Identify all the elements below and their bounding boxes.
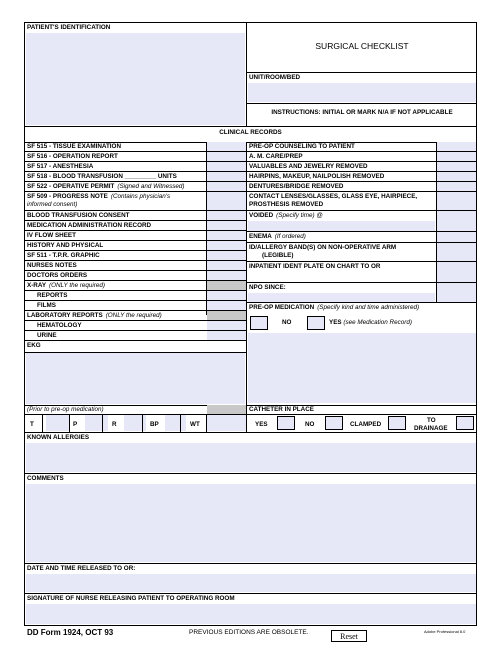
left-item-text: SF 517 - ANESTHESIA: [27, 163, 94, 170]
left-item-text: REPORTS: [37, 292, 68, 299]
left-item-row: [24, 281, 246, 291]
left-item-label: [27, 223, 154, 229]
catheter-no-checkbox[interactable]: [325, 416, 343, 430]
left-item-initial-field[interactable]: [207, 231, 246, 240]
left-item-label: [27, 194, 170, 200]
left-item-label: [27, 154, 121, 160]
left-item-text: SF 516 - OPERATION REPORT: [27, 153, 118, 160]
right-item-label: [249, 164, 371, 170]
form-title: SURGICAL CHECKLIST: [315, 41, 409, 51]
date-time-released-field[interactable]: [26, 574, 476, 592]
left-item-text: SF 515 - TISSUE EXAMINATION: [27, 143, 122, 150]
right-item-text: PRE-OP COUNSELING TO PATIENT: [249, 143, 355, 150]
vital-divider: [42, 414, 43, 432]
right-item-initial-field[interactable]: [437, 211, 476, 231]
left-item-text: SF 509 - PROGRESS NOTE: [27, 193, 108, 200]
catheter-title: CATHETER IN PLACE: [249, 406, 314, 413]
right-item-row: [246, 142, 477, 152]
vital-divider: [69, 414, 70, 432]
rule: [24, 432, 477, 433]
left-item-text: BLOOD TRANSFUSION CONSENT: [27, 212, 130, 219]
left-item-text: HISTORY AND PHYSICAL: [27, 242, 104, 249]
comments-field[interactable]: [26, 484, 476, 562]
right-item-initial-field[interactable]: [437, 152, 476, 161]
left-item-row: [24, 221, 246, 231]
clinical-records-heading: CLINICAL RECORDS: [219, 129, 282, 136]
right-item-row: [246, 232, 477, 243]
right-item-text: DENTURES/BRIDGE REMOVED: [249, 183, 344, 190]
right-item-entry-field[interactable]: [248, 221, 435, 231]
left-item-row: [24, 231, 246, 241]
right-item-initial-field[interactable]: [437, 243, 476, 261]
left-item-row: [24, 182, 246, 192]
right-item-note: (Specify kind and time administered): [317, 304, 420, 311]
catheter-yes-checkbox[interactable]: [277, 416, 295, 430]
left-item-gray-cell: [207, 311, 246, 320]
vital-label: WT: [190, 421, 200, 428]
rule: [24, 563, 477, 564]
vital-field[interactable]: [165, 415, 186, 431]
right-item-initial-field[interactable]: [437, 232, 476, 242]
right-item-label-line2: (LEGIBLE): [262, 252, 294, 259]
unit-room-bed-label: UNIT/ROOM/BED: [249, 74, 301, 81]
right-item-text: HAIRPINS, MAKEUP, NAILPOLISH REMOVED: [249, 173, 385, 180]
left-item-text: MEDICATION ADMINISTRATION RECORD: [27, 222, 152, 229]
left-item-initial-field[interactable]: [207, 321, 246, 330]
obsolete-note: PREVIOUS EDITIONS ARE OBSOLETE.: [189, 629, 309, 636]
rule: [246, 103, 477, 104]
right-item-entry-field[interactable]: [248, 293, 435, 302]
vital-divider: [246, 414, 247, 432]
vital-divider: [142, 414, 143, 432]
premed-yes-checkbox[interactable]: [307, 316, 325, 330]
right-item-label: [249, 305, 419, 311]
left-item-label: [27, 263, 80, 269]
left-item-text: SF 511 - T.P.R. GRAPHIC: [27, 252, 100, 259]
ekg-field[interactable]: [26, 353, 245, 404]
right-item-label: [249, 245, 399, 251]
left-item-label: [27, 343, 44, 349]
left-item-initial-field[interactable]: [207, 261, 246, 270]
left-item-row: [24, 142, 246, 152]
catheter-yes-label: YES: [255, 421, 268, 428]
right-item-text: ENEMA: [249, 233, 272, 240]
vital-divider: [206, 414, 207, 432]
vital-label: BP: [150, 421, 159, 428]
right-item-row: [246, 182, 477, 192]
right-item-initial-field[interactable]: [437, 283, 476, 302]
left-item-row: [24, 341, 246, 353]
left-item-label: [27, 283, 105, 289]
left-item-row: [24, 321, 246, 331]
right-item-text: PRE-OP MEDICATION: [249, 304, 315, 311]
vital-field[interactable]: [85, 415, 108, 431]
right-item-label: [249, 184, 346, 190]
left-item-label: [27, 233, 79, 239]
left-item-text: FILMS: [37, 302, 56, 309]
right-item-row: [246, 192, 477, 211]
left-column-divider: [206, 142, 207, 315]
left-item-label: [37, 303, 59, 309]
right-item-row: [246, 243, 477, 262]
left-item-initial-field[interactable]: [207, 251, 246, 260]
right-item-row: [246, 262, 477, 283]
known-allergies-label: KNOWN ALLERGIES: [27, 434, 90, 441]
left-item-initial-field[interactable]: [207, 162, 246, 171]
left-item-text: SF 518 - BLOOD TRANSFUSION _________ UNITS: [27, 173, 177, 180]
right-item-row: [246, 211, 477, 232]
left-item-row: [24, 162, 246, 172]
catheter-to-label: TO: [427, 417, 436, 424]
left-item-label: [27, 213, 133, 219]
left-item-initial-field[interactable]: [207, 142, 246, 151]
left-item-row: [24, 261, 246, 271]
left-item-text: EKG: [27, 342, 41, 349]
left-item-text: NURSES NOTES: [27, 262, 77, 269]
rule: [24, 473, 477, 474]
left-item-label: [27, 313, 162, 319]
right-item-row: [246, 162, 477, 172]
known-allergies-field[interactable]: [26, 443, 476, 472]
right-item-initial-field[interactable]: [437, 262, 476, 282]
vital-divider: [102, 414, 103, 432]
left-item-text: X-RAY: [27, 282, 47, 289]
right-item-label: [249, 264, 383, 270]
premed-no-checkbox[interactable]: [250, 316, 268, 330]
premed-no-label: NO: [282, 319, 292, 326]
rule: [24, 126, 477, 127]
left-item-text: LABORATORY REPORTS: [27, 312, 103, 319]
form-id: DD Form 1924, OCT 93: [27, 628, 114, 637]
vital-label: R: [112, 421, 117, 428]
right-item-text: A. M. CARE/PREP: [249, 153, 303, 160]
vital-divider: [180, 414, 181, 432]
right-item-label: [249, 174, 387, 180]
left-item-note: (Signed and Witnessed): [117, 183, 185, 190]
right-item-row: [246, 283, 477, 303]
left-item-label: [27, 253, 103, 259]
right-item-label: [249, 154, 306, 160]
software-note: Adobe Professional 8.0: [424, 629, 466, 634]
left-item-row: [24, 192, 246, 211]
right-item-text: CONTACT LENSES/GLASSES, GLASS EYE, HAIRPIECE,: [249, 193, 418, 200]
signature-field[interactable]: [26, 604, 476, 624]
rule: [24, 593, 477, 594]
left-item-row: [24, 172, 246, 182]
reset-button[interactable]: Reset: [331, 630, 367, 642]
premed-yes-label: [329, 320, 412, 326]
left-item-text: IV FLOW SHEET: [27, 232, 76, 239]
vital-label: T: [30, 421, 34, 428]
catheter-drainage-checkbox[interactable]: [456, 416, 474, 430]
left-item-row: [24, 211, 246, 221]
left-item-label: [27, 144, 124, 150]
signature-label: SIGNATURE OF NURSE RELEASING PATIENT TO OPERATING ROOM: [27, 595, 235, 602]
instructions-text: INSTRUCTIONS: INITIAL OR MARK N/A IF NOT APPLICABLE: [271, 109, 453, 116]
left-item-initial-field[interactable]: [207, 301, 246, 310]
left-item-note: (ONLY the required): [49, 282, 106, 289]
left-item-initial-field[interactable]: [207, 271, 246, 280]
left-item-row: [24, 152, 246, 162]
unit-room-bed-field[interactable]: [248, 83, 476, 102]
catheter-no-label: NO: [305, 421, 315, 428]
left-item-label: [27, 184, 185, 190]
left-item-note: (Contains physician's: [110, 193, 171, 200]
catheter-clamped-label: CLAMPED: [350, 421, 382, 428]
right-item-text: INPATIENT IDENT PLATE ON CHART TO OR: [249, 263, 381, 270]
left-item-initial-field[interactable]: [207, 331, 246, 340]
vital-field[interactable]: [46, 415, 69, 431]
patient-id-field[interactable]: [26, 33, 245, 125]
left-item-initial-field[interactable]: [207, 152, 246, 161]
right-column-divider: [436, 142, 437, 303]
left-item-initial-field[interactable]: [207, 291, 246, 300]
left-item-text: DOCTORS ORDERS: [27, 272, 88, 279]
right-item-initial-field[interactable]: [437, 162, 476, 171]
left-item-label: [37, 293, 70, 299]
right-item-label: [249, 285, 289, 291]
left-item-note-line2: informed consent): [27, 201, 78, 208]
right-item-label: [249, 234, 306, 240]
right-item-text: ID/ALLERGY BAND(S) ON NON-OPERATIVE ARM: [249, 244, 397, 251]
left-item-gray-cell: [207, 281, 246, 290]
rule: [246, 72, 477, 73]
right-item-label: [249, 144, 358, 150]
vital-label: P: [73, 421, 78, 428]
premed-details-field[interactable]: [248, 333, 476, 403]
right-item-text: VOIDED: [249, 212, 274, 219]
left-item-row: [24, 311, 246, 321]
right-item-label: [249, 194, 420, 200]
right-item-note: (Specify time) @: [276, 212, 323, 219]
left-item-note: (ONLY the required): [105, 312, 162, 319]
right-item-row: [246, 172, 477, 182]
right-item-label-line2: PROSTHESIS REMOVED: [249, 201, 324, 208]
left-item-row: [24, 331, 246, 341]
right-item-initial-field[interactable]: [437, 142, 476, 151]
date-time-released-label: DATE AND TIME RELEASED TO OR:: [27, 565, 136, 572]
left-item-initial-field[interactable]: [207, 211, 246, 220]
premed-yes-note: (see Medication Record): [343, 319, 412, 326]
left-item-row: [24, 241, 246, 251]
premed-yes-text: YES: [329, 319, 342, 326]
right-item-initial-field[interactable]: [437, 172, 476, 181]
right-item-text: VALUABLES AND JEWELRY REMOVED: [249, 163, 368, 170]
left-item-row: [24, 291, 246, 301]
left-item-text: URINE: [37, 332, 57, 339]
left-item-label: [27, 174, 180, 180]
patient-id-label: PATIENT'S IDENTIFICATION: [27, 24, 111, 31]
left-item-text: HEMATOLOGY: [37, 322, 82, 329]
left-item-label: [27, 243, 106, 249]
right-item-text: NPO SINCE:: [249, 284, 286, 291]
right-item-initial-field[interactable]: [437, 182, 476, 191]
left-item-row: [24, 271, 246, 281]
right-item-label: [249, 213, 323, 219]
left-item-initial-field[interactable]: [207, 182, 246, 191]
vital-field[interactable]: [207, 415, 246, 431]
left-item-initial-field[interactable]: [207, 221, 246, 230]
comments-label: COMMENTS: [27, 475, 64, 482]
right-item-initial-field[interactable]: [437, 192, 476, 210]
left-item-label: [27, 273, 90, 279]
left-item-row: [24, 301, 246, 311]
right-item-row: [246, 152, 477, 162]
prior-premed-note: (Prior to pre-op medication): [27, 406, 104, 413]
left-item-initial-field[interactable]: [207, 172, 246, 181]
right-item-row: [246, 303, 477, 315]
left-item-initial-field[interactable]: [207, 241, 246, 250]
left-item-row: [24, 251, 246, 261]
left-item-initial-field[interactable]: [207, 192, 246, 210]
left-item-label: [37, 323, 85, 329]
right-item-note: (If ordered): [274, 233, 306, 240]
left-item-text: SF 522 - OPERATIVE PERMIT: [27, 183, 115, 190]
catheter-drainage-label: DRAINAGE: [414, 425, 448, 432]
left-item-label: [37, 333, 60, 339]
catheter-clamped-checkbox[interactable]: [388, 416, 406, 430]
left-item-label: [27, 164, 96, 170]
